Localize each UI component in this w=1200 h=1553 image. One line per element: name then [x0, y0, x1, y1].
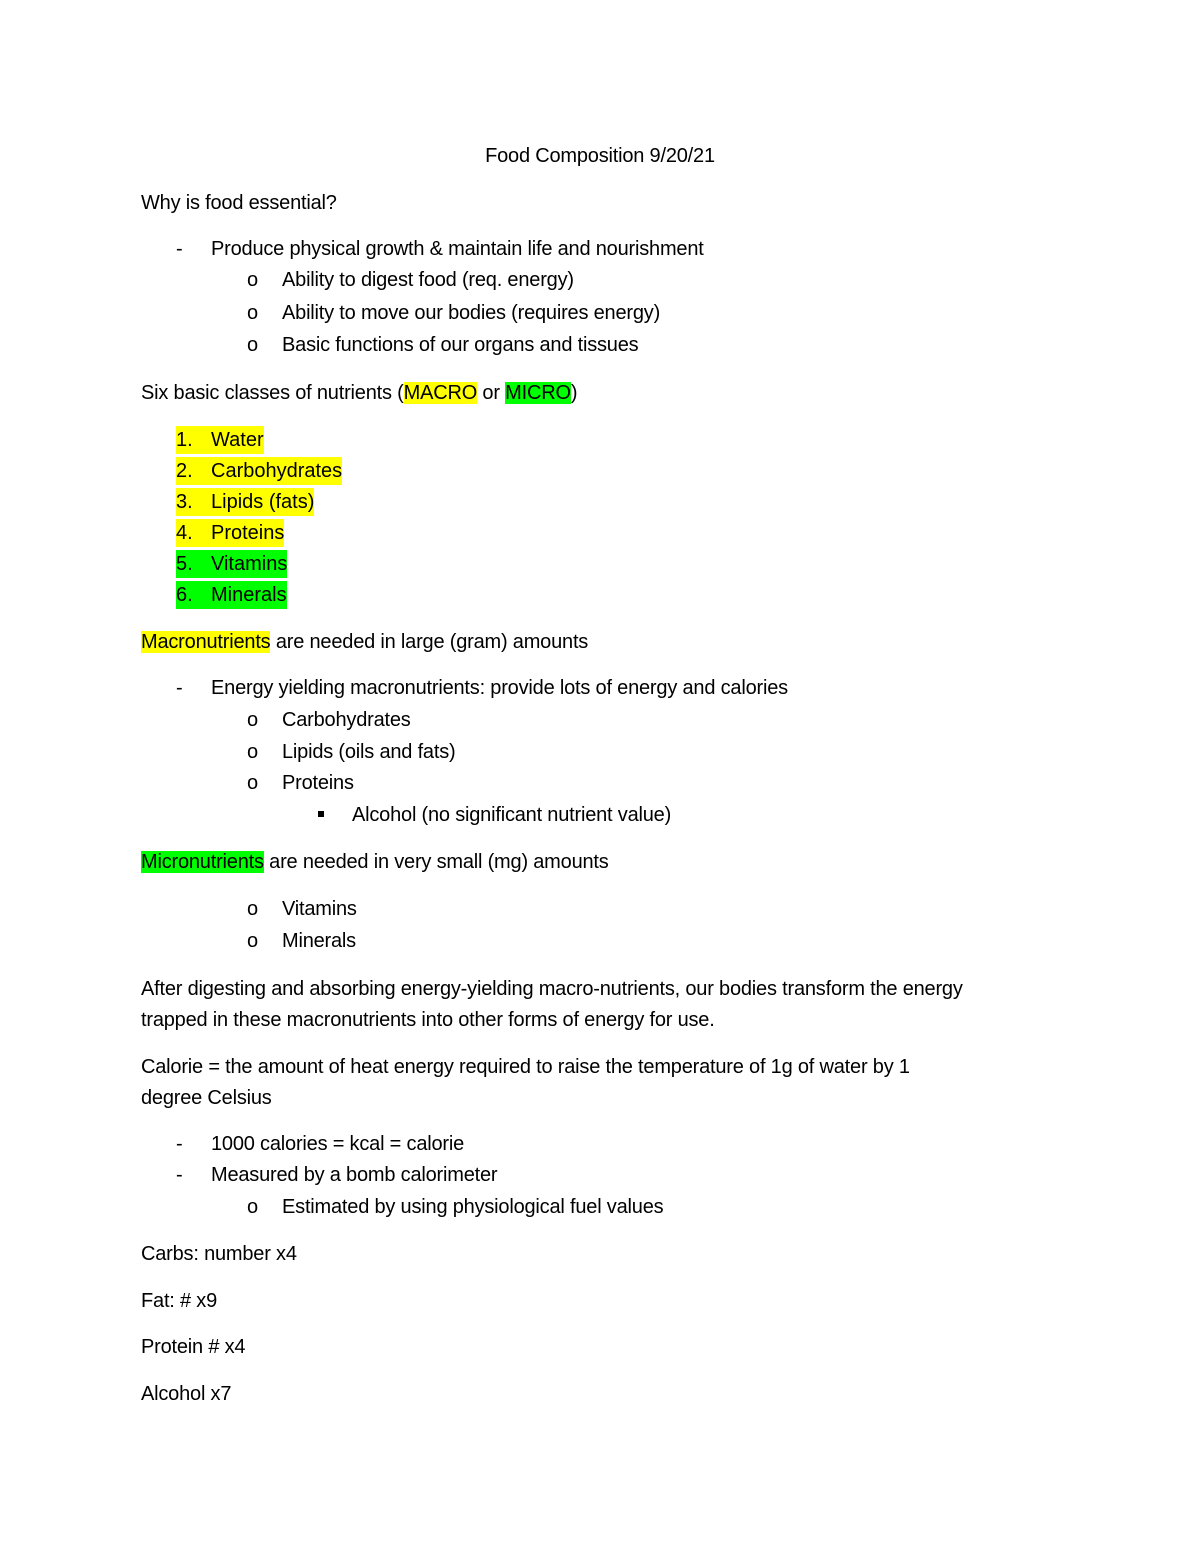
- nutrient-item-minerals: 6. Minerals: [176, 581, 287, 609]
- calorie-paragraph-line: degree Celsius: [141, 1087, 272, 1109]
- micro-sub-item: Minerals: [282, 930, 356, 952]
- macro-sub-item: Lipids (oils and fats): [282, 741, 456, 763]
- circle-marker: o: [247, 1196, 258, 1218]
- macronutrients-rest: are needed in large (gram) amounts: [270, 631, 589, 653]
- calorie-dash-item: Measured by a bomb calorimeter: [211, 1164, 498, 1186]
- micronutrients-term: Micronutrients: [141, 851, 264, 873]
- fuel-value-fat: Fat: # x9: [141, 1290, 218, 1312]
- circle-marker: o: [247, 269, 258, 291]
- fuel-value-protein: Protein # x4: [141, 1336, 246, 1358]
- micronutrients-line: [141, 848, 609, 876]
- micro-highlight: MICRO: [505, 382, 571, 404]
- nutrient-item-lipids: 3. Lipids (fats): [176, 488, 314, 516]
- micronutrients-rest: are needed in very small (mg) amounts: [263, 851, 609, 873]
- calorie-sub-item: Estimated by using physiological fuel values: [282, 1196, 664, 1218]
- nutrient-item-carbohydrates: 2. Carbohydrates: [176, 457, 342, 485]
- circle-marker: o: [247, 334, 258, 356]
- macro-highlight: MACRO: [403, 382, 478, 404]
- why-sub-item: Ability to move our bodies (requires energy): [282, 302, 661, 324]
- macronutrients-term: Macronutrients: [141, 631, 271, 653]
- six-classes-line: [141, 379, 577, 407]
- page-title: Food Composition 9/20/21: [485, 145, 715, 167]
- after-paragraph-line: After digesting and absorbing energy-yielding macro-nutrients, our bodies transform the energy: [141, 978, 963, 1000]
- nutrient-item-water: 1. Water: [176, 426, 264, 454]
- micro-sub-item: Vitamins: [282, 898, 357, 920]
- nutrient-item-proteins: 4. Proteins: [176, 519, 284, 547]
- circle-marker: o: [247, 709, 258, 731]
- after-paragraph-line: trapped in these macronutrients into other forms of energy for use.: [141, 1009, 715, 1031]
- fuel-value-alcohol: Alcohol x7: [141, 1383, 232, 1405]
- six-classes-or: or: [477, 382, 506, 404]
- macro-sub-item: Carbohydrates: [282, 709, 411, 731]
- why-sub-item: Ability to digest food (req. energy): [282, 269, 574, 291]
- square-bullet-icon: [318, 801, 324, 829]
- circle-marker: o: [247, 898, 258, 920]
- dash-marker: -: [176, 677, 183, 699]
- fuel-value-carbs: Carbs: number x4: [141, 1243, 297, 1265]
- macronutrients-line: [141, 628, 588, 656]
- calorie-paragraph-line: Calorie = the amount of heat energy required to raise the temperature of 1g of water by 1: [141, 1056, 910, 1078]
- dash-marker: -: [176, 1164, 183, 1186]
- why-sub-item: Basic functions of our organs and tissues: [282, 334, 639, 356]
- dash-marker: -: [176, 1133, 183, 1155]
- circle-marker: o: [247, 741, 258, 763]
- circle-marker: o: [247, 772, 258, 794]
- circle-marker: o: [247, 930, 258, 952]
- why-dash-item: Produce physical growth & maintain life and nourishment: [211, 238, 704, 260]
- dash-marker: -: [176, 238, 183, 260]
- six-classes-prefix: Six basic classes of nutrients (: [141, 382, 404, 404]
- macro-sub-item: Proteins: [282, 772, 354, 794]
- macro-subsub-item: Alcohol (no significant nutrient value): [352, 804, 672, 826]
- why-heading: Why is food essential?: [141, 192, 337, 214]
- circle-marker: o: [247, 302, 258, 324]
- macro-dash-item: Energy yielding macronutrients: provide lots of energy and calories: [211, 677, 788, 699]
- six-classes-suffix: ): [570, 382, 578, 404]
- calorie-dash-item: 1000 calories = kcal = calorie: [211, 1133, 465, 1155]
- nutrient-item-vitamins: 5. Vitamins: [176, 550, 287, 578]
